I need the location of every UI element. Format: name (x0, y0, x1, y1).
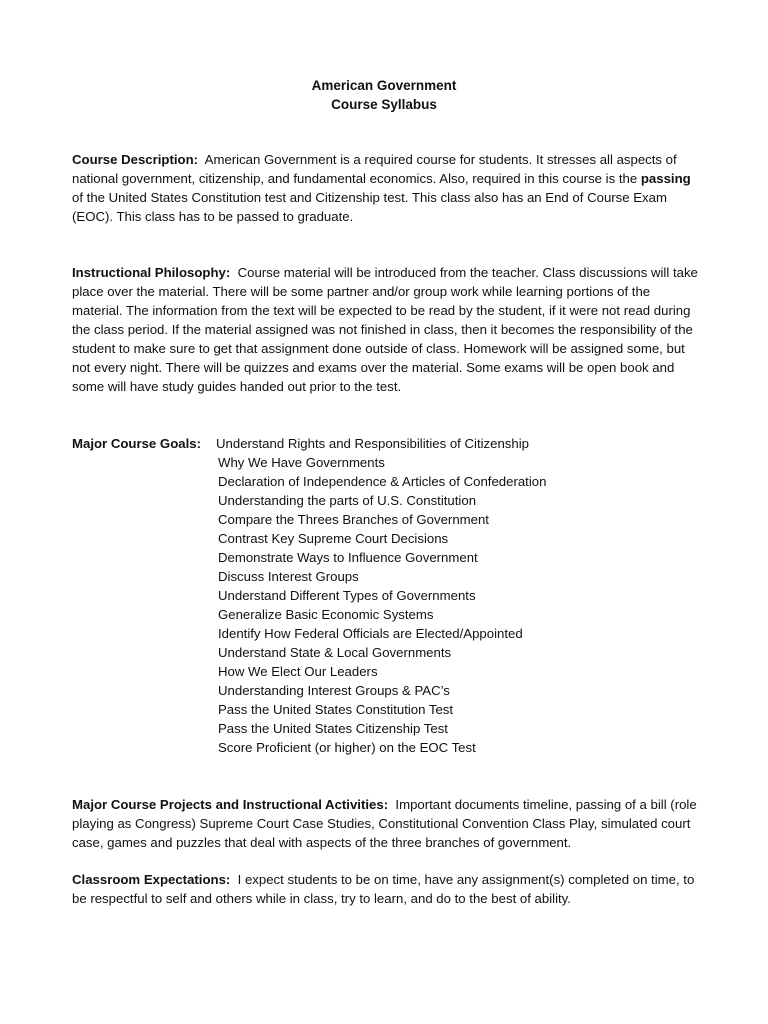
course-projects-text: Important documents timeline, passing of a bill (role playing as Congress) Supreme Court Case Studies, Constitutional Convention Class Play, simulated court case, games and puzzles that deal with aspects of the three branches of government. (72, 797, 697, 850)
instructional-philosophy-label: Instructional Philosophy: (72, 265, 231, 280)
course-goal-item: Score Proficient (or higher) on the EOC Test (218, 740, 476, 755)
course-description-emphasis: passing (640, 171, 691, 186)
course-goal-item: Compare the Threes Branches of Government (218, 512, 489, 527)
document-header (0, 76, 768, 114)
course-goal-item: Discuss Interest Groups (218, 569, 359, 584)
document-title: American Government (311, 78, 457, 93)
course-projects-label: Major Course Projects and Instructional Activities: (72, 797, 389, 812)
classroom-expectations-section (72, 870, 702, 908)
course-goal-item: Declaration of Independence & Articles of Confederation (218, 474, 547, 489)
course-description-section (72, 150, 702, 226)
course-description-label: Course Description: (72, 152, 199, 167)
instructional-philosophy-text: Course material will be introduced from the teacher. Class discussions will take place over the material. There will be some partner and/or group work while learning portions of the material. The information from the text will be expected to be read by the student, if it were not read during the class period. If the material assigned was not finished in class, then it becomes the responsibility of the student to make sure to get that assignment done outside of class. Homework will be assigned some, but not every night. There will be quizzes and exams over the material. Some exams will be open book and some will have study guides handed out prior to the test. (72, 265, 698, 394)
course-description-text-2: of the United States Constitution test and Citizenship test. This class also has an End of Course Exam (EOC). This class has to be passed to graduate. (72, 190, 667, 224)
course-goal-item: Contrast Key Supreme Court Decisions (218, 531, 449, 546)
course-goal-item: Demonstrate Ways to Influence Government (218, 550, 478, 565)
course-goal-item: Identify How Federal Officials are Elected/Appointed (218, 626, 523, 641)
course-goal-item: Understanding the parts of U.S. Constitution (218, 493, 477, 508)
course-goal-item: Why We Have Governments (218, 455, 385, 470)
classroom-expectations-text: I expect students to be on time, have any assignment(s) completed on time, to be respectful to self and others while in class, try to learn, and do to the best of ability. (72, 872, 695, 906)
course-goal-item: Generalize Basic Economic Systems (218, 607, 434, 622)
course-goal-item: Understand Rights and Responsibilities of Citizenship (216, 436, 530, 451)
course-goal-item: Pass the United States Citizenship Test (218, 721, 448, 736)
course-goal-item: How We Elect Our Leaders (218, 664, 378, 679)
course-goal-item: Understanding Interest Groups & PAC’s (218, 683, 450, 698)
course-goals-list (218, 434, 546, 757)
course-goals-label: Major Course Goals: (72, 436, 201, 451)
classroom-expectations-label: Classroom Expectations: (72, 872, 231, 887)
course-goal-item: Pass the United States Constitution Test (218, 702, 454, 717)
course-goal-item: Understand State & Local Governments (218, 645, 452, 660)
course-projects-section (72, 795, 702, 852)
instructional-philosophy-section (72, 263, 702, 396)
course-goal-item: Understand Different Types of Governments (218, 588, 476, 603)
document-subtitle: Course Syllabus (331, 97, 437, 112)
course-description-text-1: American Government is a required course for students. It stresses all aspects of national government, citizenship, and fundamental economics. Also, required in this course is the (72, 152, 677, 186)
